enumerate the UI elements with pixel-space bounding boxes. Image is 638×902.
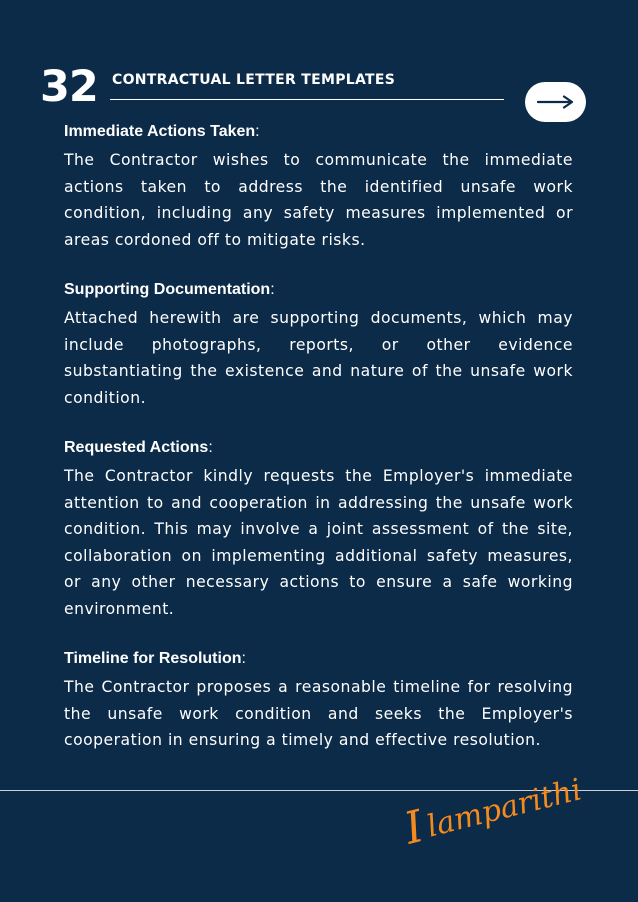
arrow-right-icon (537, 95, 575, 109)
section-heading (64, 279, 573, 301)
section-body: The Contractor kindly requests the Employer's immediate attention to and cooperation in addressing the unsafe work condition. This may involve a joint assessment of the site, collaboration on implementing additional safety measures, or any other necessary actions to ensure a safe working environment. (64, 467, 573, 618)
section-heading-text: Immediate Actions Taken (64, 123, 256, 140)
section-heading (64, 121, 573, 143)
signature-initial: I (399, 800, 429, 855)
section-heading (64, 648, 573, 670)
section-body: The Contractor wishes to communicate the immediate actions taken to address the identified unsafe work condition, including any safety measures implemented or areas cordoned off to mitigate risks. (64, 151, 573, 249)
section-heading-text: Timeline for Resolution (64, 650, 242, 667)
section-heading-colon: : (241, 650, 246, 667)
section-heading-colon: : (208, 439, 213, 456)
next-page-button[interactable] (525, 82, 586, 122)
page-number: 32 (40, 62, 98, 112)
section-heading-colon: : (270, 281, 275, 298)
section-heading-text: Requested Actions (64, 439, 209, 456)
signature (392, 742, 596, 855)
section-heading-colon: : (255, 123, 260, 140)
section-body: Attached herewith are supporting documents, which may include photographs, reports, or other evidence substantiating the existence and nature of the unsafe work condition. (64, 309, 573, 407)
section-body: The Contractor proposes a reasonable timeline for resolving the unsafe work condition and seeks the Employer's cooperation in ensuring a timely and effective resolution. (64, 678, 573, 749)
section-requested-actions (64, 437, 573, 622)
section-heading-text: Supporting Documentation (64, 281, 271, 298)
letter-content (64, 121, 573, 780)
section-immediate-actions (64, 121, 573, 253)
section-heading (64, 437, 573, 459)
signature-text: lamparithi (423, 772, 586, 845)
header-divider (110, 99, 504, 100)
section-supporting-documentation (64, 279, 573, 411)
section-timeline-resolution (64, 648, 573, 754)
header-title: CONTRACTUAL LETTER TEMPLATES (112, 72, 396, 88)
